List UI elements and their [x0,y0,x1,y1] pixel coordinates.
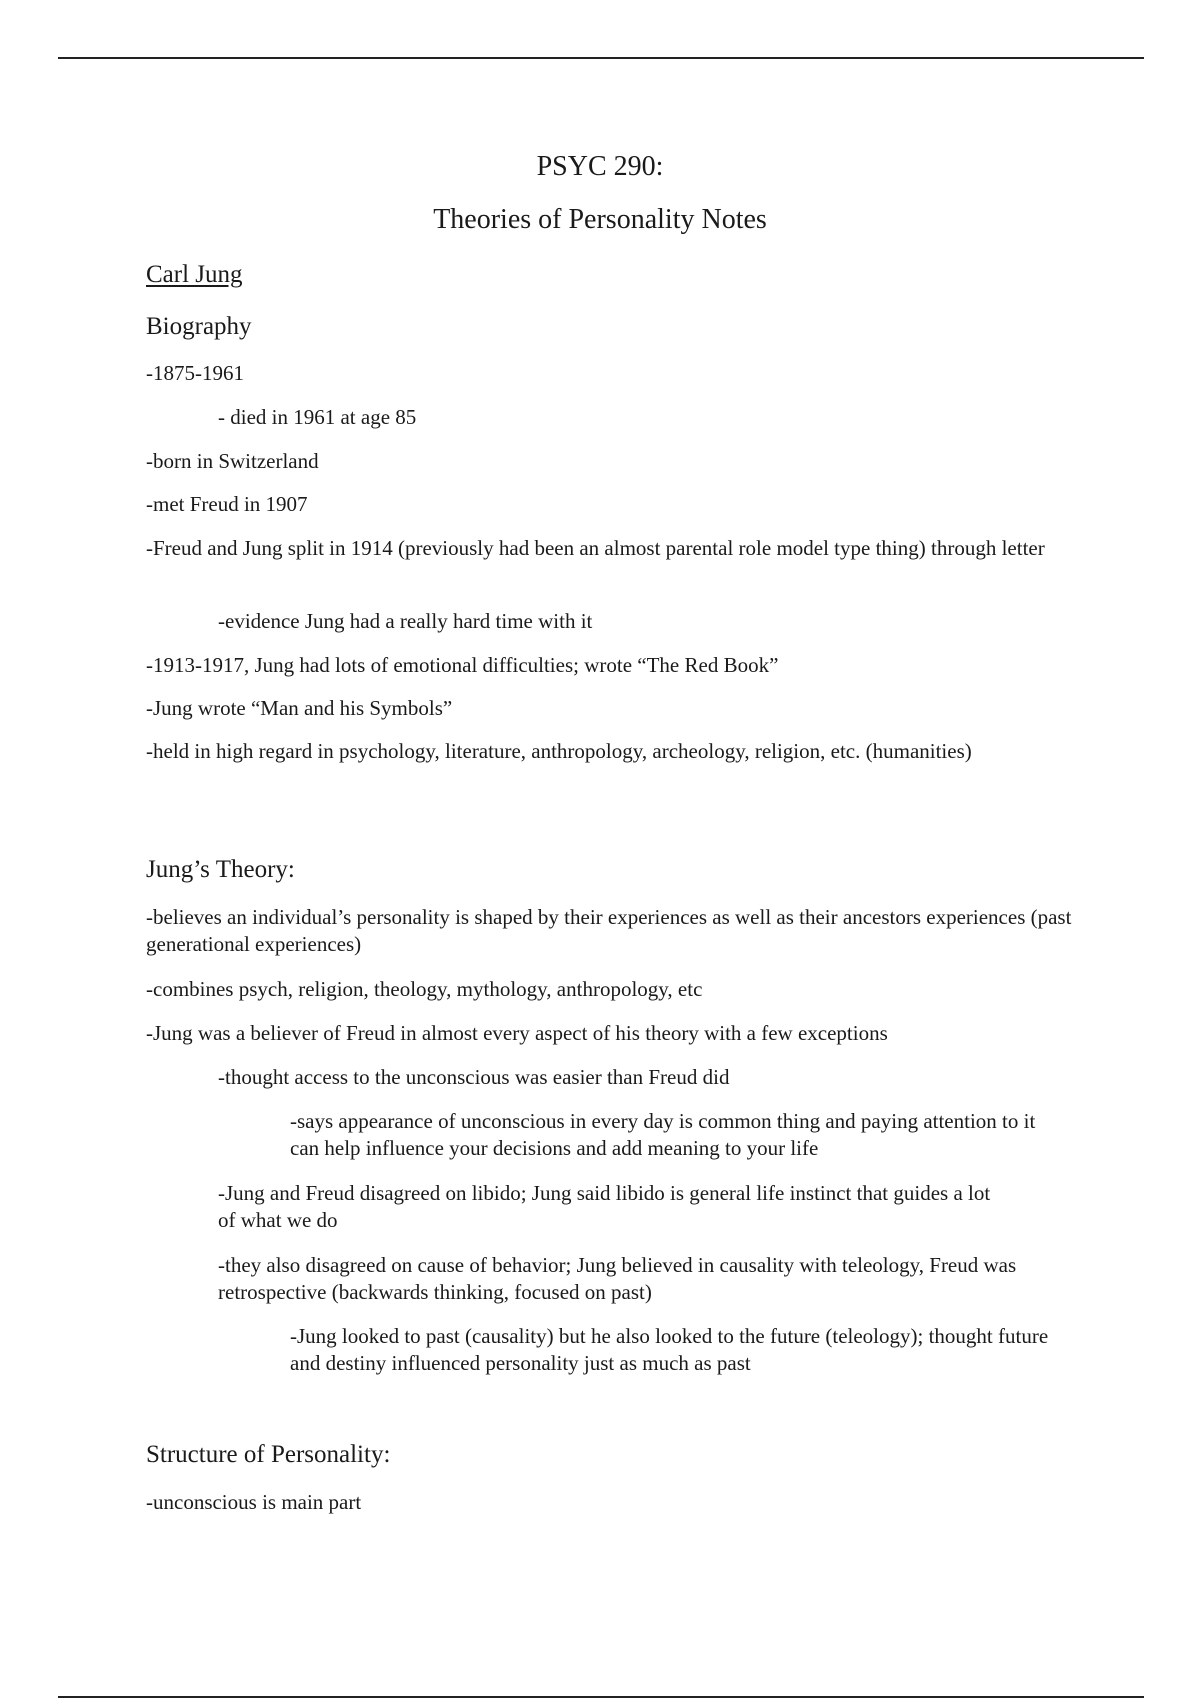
biography-heading: Biography [146,313,252,340]
top-rule [58,57,1144,59]
page-title: Theories of Personality Notes [433,204,767,235]
theory-line-1: -believes an individual’s personality is shaped by their experiences as well as their ancestors experiences (past generational experiences) [146,905,1072,956]
structure-line-1: -unconscious is main part [146,1490,362,1514]
bio-line-7: -1913-1917, Jung had lots of emotional difficulties; wrote “The Red Book” [146,653,779,677]
bio-line-1: -1875-1961 [146,361,244,385]
theory-heading: Jung’s Theory: [146,856,295,883]
theory-line-2: -combines psych, religion, theology, mythology, anthropology, etc [146,977,703,1001]
theory-line-8: -Jung looked to past (causality) but he also looked to the future (teleology); thought future and destiny influenced personality just as much as past [290,1324,1049,1375]
theory-line-5: -says appearance of unconscious in every day is common thing and paying attention to it can help influence your decisions and add meaning to your life [290,1109,1036,1160]
bio-line-4: -met Freud in 1907 [146,492,308,516]
structure-heading: Structure of Personality: [146,1441,391,1468]
bottom-rule [58,1696,1144,1698]
bio-line-9: -held in high regard in psychology, literature, anthropology, archeology, religion, etc. (humanities) [146,739,972,763]
theory-line-6: -Jung and Freud disagreed on libido; Jung said libido is general life instinct that guides a lot of what we do [218,1181,991,1232]
bio-line-8: -Jung wrote “Man and his Symbols” [146,696,453,720]
bio-line-2: - died in 1961 at age 85 [218,405,417,429]
bio-line-3: -born in Switzerland [146,449,319,473]
theory-line-3: -Jung was a believer of Freud in almost every aspect of his theory with a few exceptions [146,1021,888,1045]
bio-line-5: -Freud and Jung split in 1914 (previously had been an almost parental role model type thing) through letter [146,536,1045,560]
section-heading-carl-jung: Carl Jung [146,261,243,288]
theory-line-7: -they also disagreed on cause of behavior; Jung believed in causality with teleology, Freud was retrospective (backwards thinking, focused on past) [218,1253,1017,1304]
bio-line-6: -evidence Jung had a really hard time with it [218,609,593,633]
theory-line-4: -thought access to the unconscious was easier than Freud did [218,1065,730,1089]
course-title: PSYC 290: [536,151,664,182]
